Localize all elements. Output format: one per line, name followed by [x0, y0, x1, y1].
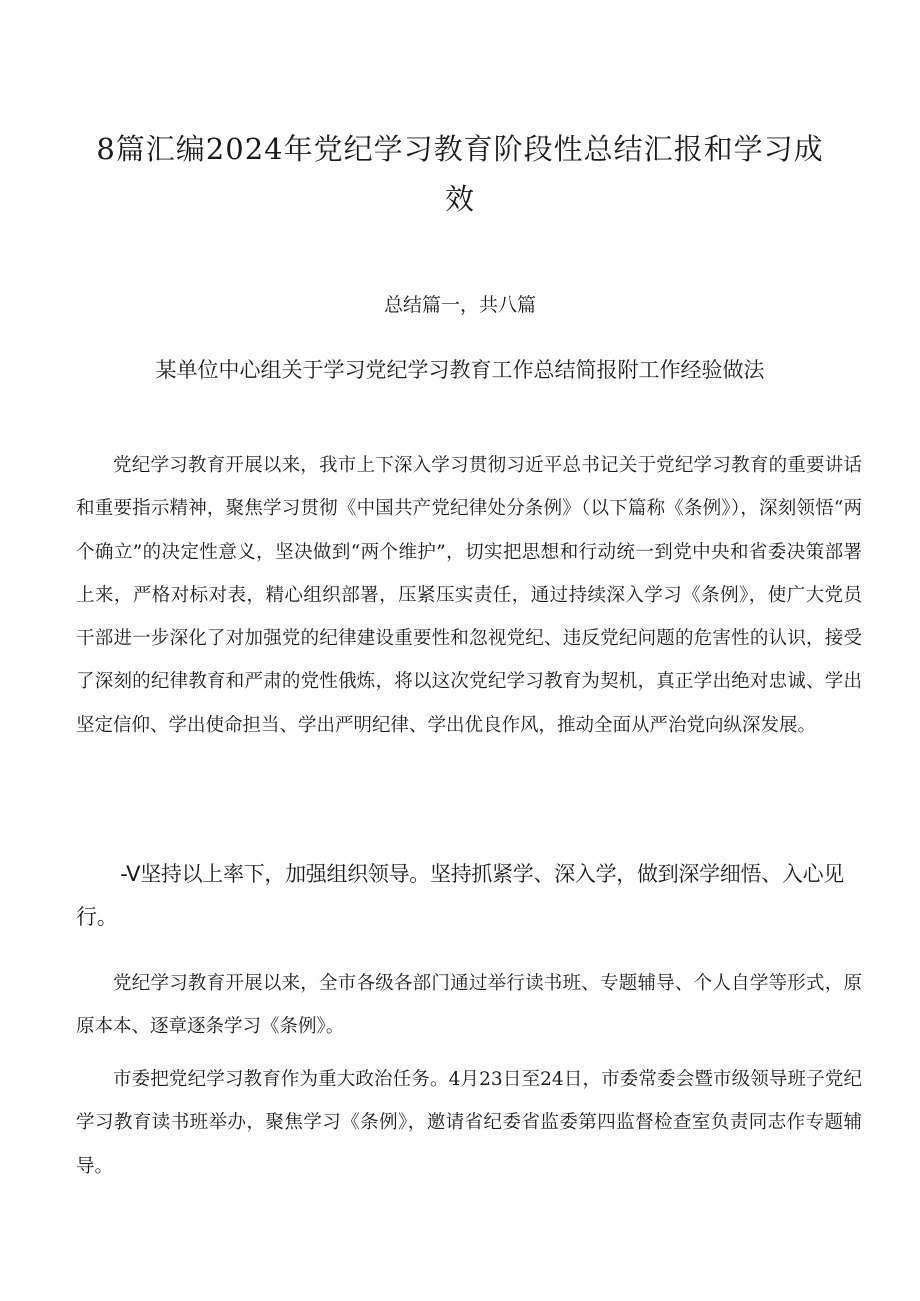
body-paragraph: 党纪学习教育开展以来，我市上下深入学习贯彻习近平总书记关于党纪学习教育的重要讲话和重要指示精神，聚焦学习贯彻《中国共产党纪律处分条例》（以下篇称《条例》），深刻领悟“两个确立”的决定性意义，坚决做到“两个维护”，切实把思想和行动统一到党中央和省委决策部署上来，严格对标对表，精心组织部署，压紧压实责任，通过持续深入学习《条例》，使广大党员干部进一步深化了对加强党的纪律建设重要性和忽视党纪、违反党纪问题的危害性的认识，接受了深刻的纪律教育和严肃的党性俄炼，将以这次党纪学习教育为契机，真正学出绝对忠诚、学出坚定信仰、学出使命担当、学出严明纪律、学出优良作风，推动全面从严治党向纵深发展。: [76, 455, 862, 736]
document-subtitle: 总结篇一，共八篇: [383, 294, 536, 316]
section-paragraph: 市委把党纪学习教育作为重大政治任务。4月23日至24日，市委常委会暨市级领导班子党纪学习教育读书班举办，聚焦学习《条例》，邀请省纪委省监委第四监督检查室负责同志作专题辅导。: [76, 1069, 862, 1177]
section-heading: -V坚持以上率下，加强组织领导。坚持抓紧学、深入学，做到深学细悟、入心见行。: [76, 862, 845, 929]
article-heading: 某单位中心组关于学习党纪学习教育工作总结简报附工作经验做法: [155, 358, 765, 382]
section-paragraph: 党纪学习教育开展以来，全市各级各部门通过举行读书班、专题辅导、个人自学等形式，原原本本、逐章逐条学习《条例》。: [76, 973, 862, 1038]
document-title: 8篇汇编2024年党纪学习教育阶段性总结汇报和学习成效: [96, 132, 824, 216]
